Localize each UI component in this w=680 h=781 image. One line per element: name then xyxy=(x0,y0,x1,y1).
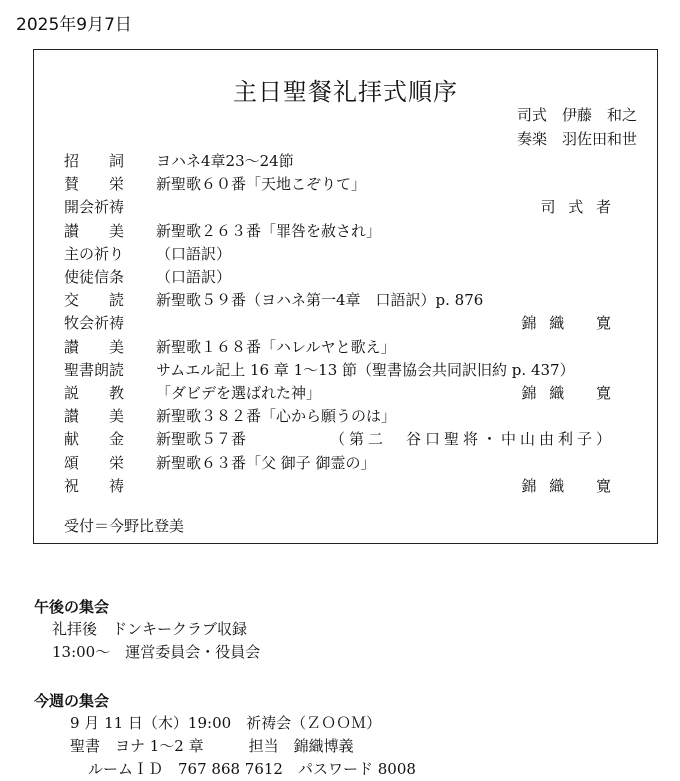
order-item-label: 聖書朗読 xyxy=(64,360,125,379)
order-item-content: （口語訳） xyxy=(156,268,232,286)
order-item xyxy=(64,428,637,450)
order-item-content: サムエル記上 16 章 1～13 節（聖書協会共同訳旧約 p. 437） xyxy=(156,360,575,379)
order-item xyxy=(64,150,637,172)
order-item-person: 錦 織 寛 xyxy=(521,314,615,333)
order-item xyxy=(64,266,637,288)
order-item-label: 賛 栄 xyxy=(64,175,125,194)
weekly-line: 聖書 ヨナ 1～2 章 担当 錦織博義 xyxy=(70,737,354,755)
order-item-label: 交 読 xyxy=(64,291,125,310)
order-item-content: 新聖歌３８２番「心から願うのは」 xyxy=(156,407,397,426)
order-item xyxy=(64,452,637,474)
order-item-label: 讃 美 xyxy=(64,221,125,240)
order-item-label: 招 詞 xyxy=(64,152,125,170)
order-item-label: 開会祈祷 xyxy=(64,198,125,217)
order-item xyxy=(64,475,637,497)
order-item-person: （第二 谷口聖将・中山由利子） xyxy=(329,430,615,449)
order-item-label: 祝 祷 xyxy=(64,476,125,495)
order-item-label: 牧会祈祷 xyxy=(64,314,125,333)
order-item-person: 司 式 者 xyxy=(540,198,615,217)
order-item-label: 讃 美 xyxy=(64,407,125,426)
order-item-label: 主の祈り xyxy=(64,244,125,263)
order-item xyxy=(64,173,637,195)
order-item-content: 新聖歌６０番「天地こぞりて」 xyxy=(156,175,367,194)
weekly-line: 9 月 11 日（木）19:00 祈祷会（ＺＯＯＭ） xyxy=(70,714,382,732)
order-item-content: 新聖歌１６８番「ハレルヤと歌え」 xyxy=(156,337,396,356)
organist: 奏楽 羽佐田和世 xyxy=(516,130,637,148)
order-item-content: 新聖歌２６３番「罪咎を赦され」 xyxy=(156,221,382,240)
order-item xyxy=(64,359,637,381)
weekly-line: ルームＩＤ 767 868 7612 パスワード 8008 xyxy=(88,760,416,778)
order-item xyxy=(64,336,637,358)
order-item xyxy=(64,289,637,311)
afternoon-line: 13:00～ 運営委員会・役員会 xyxy=(52,643,261,661)
order-item-label: 使徒信条 xyxy=(64,268,125,286)
order-item-label: 頌 栄 xyxy=(64,453,125,472)
weekly-title: 今週の集会 xyxy=(34,692,110,710)
order-item-content: 新聖歌５７番 xyxy=(156,430,247,449)
order-item xyxy=(64,196,637,218)
officiant: 司式 伊藤 和之 xyxy=(516,106,637,124)
bulletin-date: 2025年9月7日 xyxy=(16,15,132,35)
order-item-content: 新聖歌６３番「父 御子 御霊の」 xyxy=(156,453,376,472)
order-item-content: ヨハネ4章23～24節 xyxy=(156,152,294,170)
order-item xyxy=(64,243,637,265)
order-item xyxy=(64,312,637,334)
order-item-content: （口語訳） xyxy=(156,244,232,263)
order-item-label: 献 金 xyxy=(64,430,125,449)
order-item-content: 「ダビデを選ばれた神」 xyxy=(156,384,322,402)
order-item-content: 新聖歌５９番（ヨハネ第一4章 口語訳）p. 876 xyxy=(156,291,484,310)
order-item-label: 讃 美 xyxy=(64,337,125,356)
afternoon-title: 午後の集会 xyxy=(34,598,110,616)
order-item xyxy=(64,405,637,427)
order-item xyxy=(64,382,637,404)
order-item-person: 錦 織 寛 xyxy=(521,476,615,495)
order-title: 主日聖餐礼拝式順序 xyxy=(233,78,458,106)
afternoon-line: 礼拝後 ドンキークラブ収録 xyxy=(52,620,248,638)
order-item xyxy=(64,220,637,242)
order-item-label: 説 教 xyxy=(64,384,125,402)
order-item-person: 錦 織 寛 xyxy=(521,384,615,402)
reception: 受付＝今野比登美 xyxy=(64,517,185,535)
order-of-service-box xyxy=(33,49,658,544)
